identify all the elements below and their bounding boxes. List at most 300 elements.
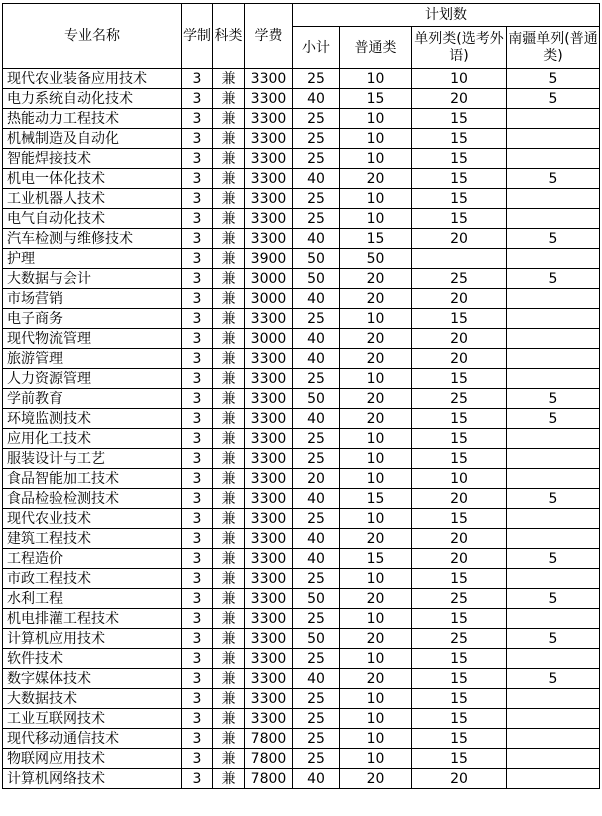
cell-years: 3 xyxy=(182,269,213,289)
cell-subtotal: 25 xyxy=(293,449,340,469)
table-row xyxy=(3,69,600,89)
cell-major-name: 工业机器人技术 xyxy=(3,189,182,209)
cell-south: 5 xyxy=(507,589,600,609)
cell-south: 5 xyxy=(507,229,600,249)
cell-subtotal: 25 xyxy=(293,649,340,669)
cell-major-name: 旅游管理 xyxy=(3,349,182,369)
cell-major-name: 应用化工技术 xyxy=(3,429,182,449)
cell-general: 10 xyxy=(340,129,412,149)
cell-general: 20 xyxy=(340,329,412,349)
cell-single: 15 xyxy=(412,449,507,469)
cell-single: 15 xyxy=(412,649,507,669)
cell-major-name: 智能焊接技术 xyxy=(3,149,182,169)
cell-south xyxy=(507,429,600,449)
cell-subtotal: 25 xyxy=(293,149,340,169)
cell-major-name: 护理 xyxy=(3,249,182,269)
header-fee: 学费 xyxy=(245,4,293,69)
cell-general: 15 xyxy=(340,89,412,109)
cell-fee: 3300 xyxy=(245,629,293,649)
table-row xyxy=(3,689,600,709)
cell-south: 5 xyxy=(507,489,600,509)
table-row xyxy=(3,509,600,529)
cell-south: 5 xyxy=(507,409,600,429)
cell-category: 兼 xyxy=(213,249,245,269)
cell-subtotal: 40 xyxy=(293,289,340,309)
cell-single: 15 xyxy=(412,149,507,169)
cell-major-name: 食品检验检测技术 xyxy=(3,489,182,509)
cell-years: 3 xyxy=(182,129,213,149)
cell-single: 20 xyxy=(412,529,507,549)
cell-subtotal: 20 xyxy=(293,469,340,489)
cell-years: 3 xyxy=(182,709,213,729)
header-single: 单列类(选考外语) xyxy=(412,27,507,69)
cell-subtotal: 25 xyxy=(293,729,340,749)
table-row xyxy=(3,289,600,309)
cell-years: 3 xyxy=(182,729,213,749)
cell-category: 兼 xyxy=(213,749,245,769)
cell-single: 20 xyxy=(412,89,507,109)
cell-general: 15 xyxy=(340,229,412,249)
cell-fee: 7800 xyxy=(245,769,293,789)
cell-years: 3 xyxy=(182,409,213,429)
cell-single: 15 xyxy=(412,309,507,329)
table-row xyxy=(3,589,600,609)
cell-category: 兼 xyxy=(213,189,245,209)
cell-category: 兼 xyxy=(213,149,245,169)
cell-south xyxy=(507,189,600,209)
cell-years: 3 xyxy=(182,69,213,89)
cell-subtotal: 40 xyxy=(293,89,340,109)
cell-years: 3 xyxy=(182,209,213,229)
cell-single: 15 xyxy=(412,509,507,529)
cell-years: 3 xyxy=(182,189,213,209)
header-subtotal: 小计 xyxy=(293,27,340,69)
cell-years: 3 xyxy=(182,749,213,769)
cell-general: 10 xyxy=(340,749,412,769)
cell-general: 10 xyxy=(340,729,412,749)
cell-major-name: 建筑工程技术 xyxy=(3,529,182,549)
cell-category: 兼 xyxy=(213,229,245,249)
header-general: 普通类 xyxy=(340,27,412,69)
cell-single: 25 xyxy=(412,389,507,409)
cell-category: 兼 xyxy=(213,329,245,349)
cell-general: 20 xyxy=(340,589,412,609)
cell-fee: 3300 xyxy=(245,109,293,129)
cell-fee: 3300 xyxy=(245,709,293,729)
cell-south xyxy=(507,149,600,169)
cell-category: 兼 xyxy=(213,409,245,429)
cell-fee: 3300 xyxy=(245,229,293,249)
table-header xyxy=(3,4,600,69)
cell-general: 10 xyxy=(340,509,412,529)
table-row xyxy=(3,709,600,729)
cell-south xyxy=(507,309,600,329)
cell-major-name: 计算机应用技术 xyxy=(3,629,182,649)
cell-south xyxy=(507,729,600,749)
table-row xyxy=(3,229,600,249)
cell-fee: 3300 xyxy=(245,449,293,469)
cell-south xyxy=(507,649,600,669)
cell-category: 兼 xyxy=(213,769,245,789)
cell-general: 20 xyxy=(340,669,412,689)
cell-fee: 3300 xyxy=(245,89,293,109)
cell-south xyxy=(507,289,600,309)
cell-major-name: 计算机网络技术 xyxy=(3,769,182,789)
cell-fee: 3300 xyxy=(245,469,293,489)
cell-fee: 3000 xyxy=(245,269,293,289)
cell-major-name: 现代农业装备应用技术 xyxy=(3,69,182,89)
cell-years: 3 xyxy=(182,249,213,269)
cell-major-name: 市政工程技术 xyxy=(3,569,182,589)
cell-category: 兼 xyxy=(213,489,245,509)
cell-years: 3 xyxy=(182,469,213,489)
cell-subtotal: 40 xyxy=(293,329,340,349)
cell-fee: 3300 xyxy=(245,169,293,189)
cell-fee: 3300 xyxy=(245,509,293,529)
cell-general: 20 xyxy=(340,169,412,189)
cell-single: 25 xyxy=(412,589,507,609)
cell-subtotal: 50 xyxy=(293,269,340,289)
table-row xyxy=(3,109,600,129)
header-major-name: 专业名称 xyxy=(3,4,182,69)
cell-south: 5 xyxy=(507,389,600,409)
cell-years: 3 xyxy=(182,589,213,609)
cell-south: 5 xyxy=(507,89,600,109)
cell-subtotal: 40 xyxy=(293,769,340,789)
cell-major-name: 学前教育 xyxy=(3,389,182,409)
cell-south xyxy=(507,529,600,549)
cell-subtotal: 40 xyxy=(293,409,340,429)
cell-single: 15 xyxy=(412,569,507,589)
cell-fee: 3300 xyxy=(245,149,293,169)
cell-fee: 3300 xyxy=(245,409,293,429)
cell-south xyxy=(507,749,600,769)
cell-category: 兼 xyxy=(213,609,245,629)
cell-single: 15 xyxy=(412,369,507,389)
cell-south xyxy=(507,609,600,629)
cell-category: 兼 xyxy=(213,289,245,309)
cell-years: 3 xyxy=(182,689,213,709)
header-south: 南疆单列(普通类) xyxy=(507,27,600,69)
cell-single: 25 xyxy=(412,629,507,649)
cell-major-name: 大数据技术 xyxy=(3,689,182,709)
cell-subtotal: 40 xyxy=(293,349,340,369)
table-row xyxy=(3,429,600,449)
cell-major-name: 热能动力工程技术 xyxy=(3,109,182,129)
cell-years: 3 xyxy=(182,489,213,509)
cell-major-name: 机电排灌工程技术 xyxy=(3,609,182,629)
table-row xyxy=(3,489,600,509)
cell-general: 10 xyxy=(340,369,412,389)
cell-fee: 3300 xyxy=(245,689,293,709)
cell-fee: 3300 xyxy=(245,589,293,609)
cell-general: 10 xyxy=(340,569,412,589)
cell-fee: 3300 xyxy=(245,309,293,329)
cell-major-name: 电子商务 xyxy=(3,309,182,329)
cell-years: 3 xyxy=(182,549,213,569)
cell-major-name: 工业互联网技术 xyxy=(3,709,182,729)
table-row xyxy=(3,89,600,109)
table-row xyxy=(3,409,600,429)
cell-fee: 3300 xyxy=(245,669,293,689)
cell-years: 3 xyxy=(182,609,213,629)
cell-fee: 3300 xyxy=(245,209,293,229)
table-body xyxy=(3,69,600,789)
cell-single: 15 xyxy=(412,189,507,209)
cell-subtotal: 25 xyxy=(293,609,340,629)
cell-major-name: 工程造价 xyxy=(3,549,182,569)
cell-general: 10 xyxy=(340,469,412,489)
cell-subtotal: 25 xyxy=(293,569,340,589)
cell-category: 兼 xyxy=(213,169,245,189)
cell-years: 3 xyxy=(182,309,213,329)
cell-single: 10 xyxy=(412,469,507,489)
cell-subtotal: 40 xyxy=(293,169,340,189)
table-row xyxy=(3,769,600,789)
cell-south xyxy=(507,349,600,369)
cell-south xyxy=(507,129,600,149)
cell-general: 10 xyxy=(340,149,412,169)
cell-fee: 3000 xyxy=(245,329,293,349)
cell-subtotal: 40 xyxy=(293,489,340,509)
cell-south xyxy=(507,569,600,589)
cell-major-name: 环境监测技术 xyxy=(3,409,182,429)
cell-years: 3 xyxy=(182,89,213,109)
cell-category: 兼 xyxy=(213,529,245,549)
cell-single: 15 xyxy=(412,749,507,769)
cell-south xyxy=(507,769,600,789)
cell-south: 5 xyxy=(507,629,600,649)
cell-major-name: 食品智能加工技术 xyxy=(3,469,182,489)
cell-category: 兼 xyxy=(213,729,245,749)
cell-subtotal: 25 xyxy=(293,429,340,449)
cell-major-name: 数字媒体技术 xyxy=(3,669,182,689)
cell-major-name: 现代物流管理 xyxy=(3,329,182,349)
cell-south xyxy=(507,509,600,529)
cell-major-name: 水利工程 xyxy=(3,589,182,609)
cell-subtotal: 40 xyxy=(293,549,340,569)
cell-south xyxy=(507,209,600,229)
cell-general: 10 xyxy=(340,69,412,89)
table-row xyxy=(3,609,600,629)
cell-fee: 3300 xyxy=(245,609,293,629)
cell-general: 20 xyxy=(340,409,412,429)
cell-years: 3 xyxy=(182,449,213,469)
cell-category: 兼 xyxy=(213,629,245,649)
table-row xyxy=(3,449,600,469)
cell-major-name: 市场营销 xyxy=(3,289,182,309)
cell-years: 3 xyxy=(182,349,213,369)
cell-category: 兼 xyxy=(213,349,245,369)
cell-category: 兼 xyxy=(213,269,245,289)
cell-subtotal: 25 xyxy=(293,689,340,709)
cell-major-name: 人力资源管理 xyxy=(3,369,182,389)
enrollment-plan-table xyxy=(2,3,600,789)
table-row xyxy=(3,349,600,369)
cell-subtotal: 50 xyxy=(293,249,340,269)
cell-subtotal: 25 xyxy=(293,309,340,329)
cell-general: 10 xyxy=(340,609,412,629)
cell-category: 兼 xyxy=(213,709,245,729)
cell-general: 10 xyxy=(340,649,412,669)
cell-category: 兼 xyxy=(213,449,245,469)
cell-fee: 3300 xyxy=(245,429,293,449)
table-row xyxy=(3,629,600,649)
cell-subtotal: 50 xyxy=(293,389,340,409)
cell-major-name: 现代农业技术 xyxy=(3,509,182,529)
cell-major-name: 电力系统自动化技术 xyxy=(3,89,182,109)
cell-fee: 3300 xyxy=(245,69,293,89)
cell-category: 兼 xyxy=(213,569,245,589)
cell-years: 3 xyxy=(182,669,213,689)
cell-south xyxy=(507,709,600,729)
cell-years: 3 xyxy=(182,229,213,249)
cell-single: 15 xyxy=(412,209,507,229)
cell-single: 25 xyxy=(412,269,507,289)
cell-major-name: 机电一体化技术 xyxy=(3,169,182,189)
cell-south: 5 xyxy=(507,669,600,689)
cell-south xyxy=(507,109,600,129)
cell-category: 兼 xyxy=(213,469,245,489)
cell-general: 50 xyxy=(340,249,412,269)
cell-south xyxy=(507,469,600,489)
cell-single: 20 xyxy=(412,349,507,369)
cell-years: 3 xyxy=(182,329,213,349)
cell-south: 5 xyxy=(507,69,600,89)
table-row xyxy=(3,749,600,769)
cell-south xyxy=(507,369,600,389)
cell-category: 兼 xyxy=(213,429,245,449)
cell-years: 3 xyxy=(182,569,213,589)
cell-general: 10 xyxy=(340,109,412,129)
cell-subtotal: 40 xyxy=(293,229,340,249)
table-row xyxy=(3,149,600,169)
cell-single: 15 xyxy=(412,729,507,749)
table-row xyxy=(3,369,600,389)
cell-south xyxy=(507,329,600,349)
cell-category: 兼 xyxy=(213,669,245,689)
cell-category: 兼 xyxy=(213,549,245,569)
cell-category: 兼 xyxy=(213,369,245,389)
cell-subtotal: 25 xyxy=(293,369,340,389)
cell-major-name: 大数据与会计 xyxy=(3,269,182,289)
cell-subtotal: 40 xyxy=(293,669,340,689)
cell-major-name: 物联网应用技术 xyxy=(3,749,182,769)
cell-category: 兼 xyxy=(213,649,245,669)
cell-category: 兼 xyxy=(213,89,245,109)
cell-subtotal: 50 xyxy=(293,629,340,649)
cell-subtotal: 50 xyxy=(293,589,340,609)
table-row xyxy=(3,569,600,589)
table-row xyxy=(3,649,600,669)
cell-major-name: 汽车检测与维修技术 xyxy=(3,229,182,249)
cell-major-name: 软件技术 xyxy=(3,649,182,669)
table-row xyxy=(3,129,600,149)
table-row xyxy=(3,729,600,749)
cell-years: 3 xyxy=(182,529,213,549)
cell-general: 20 xyxy=(340,269,412,289)
cell-general: 20 xyxy=(340,769,412,789)
cell-subtotal: 25 xyxy=(293,69,340,89)
cell-fee: 3300 xyxy=(245,349,293,369)
cell-fee: 3300 xyxy=(245,369,293,389)
cell-category: 兼 xyxy=(213,109,245,129)
cell-single: 20 xyxy=(412,289,507,309)
cell-single: 15 xyxy=(412,709,507,729)
cell-years: 3 xyxy=(182,169,213,189)
table-row xyxy=(3,249,600,269)
cell-general: 15 xyxy=(340,489,412,509)
cell-category: 兼 xyxy=(213,389,245,409)
cell-major-name: 现代移动通信技术 xyxy=(3,729,182,749)
cell-category: 兼 xyxy=(213,589,245,609)
cell-years: 3 xyxy=(182,629,213,649)
cell-general: 10 xyxy=(340,449,412,469)
table-row xyxy=(3,329,600,349)
cell-major-name: 服装设计与工艺 xyxy=(3,449,182,469)
cell-single: 15 xyxy=(412,429,507,449)
cell-fee: 3300 xyxy=(245,189,293,209)
cell-general: 10 xyxy=(340,429,412,449)
cell-single: 15 xyxy=(412,109,507,129)
cell-general: 20 xyxy=(340,629,412,649)
table-row xyxy=(3,529,600,549)
cell-south xyxy=(507,249,600,269)
cell-subtotal: 40 xyxy=(293,529,340,549)
table-row xyxy=(3,469,600,489)
cell-subtotal: 25 xyxy=(293,129,340,149)
cell-general: 20 xyxy=(340,289,412,309)
cell-fee: 7800 xyxy=(245,729,293,749)
table-row xyxy=(3,389,600,409)
cell-category: 兼 xyxy=(213,689,245,709)
cell-south: 5 xyxy=(507,549,600,569)
cell-single: 15 xyxy=(412,409,507,429)
cell-single: 20 xyxy=(412,769,507,789)
cell-general: 10 xyxy=(340,709,412,729)
cell-years: 3 xyxy=(182,289,213,309)
cell-category: 兼 xyxy=(213,509,245,529)
table-row xyxy=(3,189,600,209)
cell-single xyxy=(412,249,507,269)
table-row xyxy=(3,549,600,569)
cell-fee: 3300 xyxy=(245,129,293,149)
cell-category: 兼 xyxy=(213,309,245,329)
cell-single: 15 xyxy=(412,169,507,189)
header-plan: 计划数 xyxy=(293,4,600,27)
cell-general: 15 xyxy=(340,549,412,569)
header-years: 学制 xyxy=(182,4,213,69)
header-category: 科类 xyxy=(213,4,245,69)
cell-fee: 3000 xyxy=(245,289,293,309)
cell-single: 20 xyxy=(412,549,507,569)
cell-fee: 3300 xyxy=(245,569,293,589)
cell-general: 10 xyxy=(340,209,412,229)
cell-single: 15 xyxy=(412,609,507,629)
cell-single: 15 xyxy=(412,669,507,689)
cell-south: 5 xyxy=(507,169,600,189)
cell-subtotal: 25 xyxy=(293,109,340,129)
cell-subtotal: 25 xyxy=(293,189,340,209)
cell-general: 20 xyxy=(340,389,412,409)
cell-general: 10 xyxy=(340,689,412,709)
cell-category: 兼 xyxy=(213,69,245,89)
cell-south xyxy=(507,689,600,709)
cell-general: 10 xyxy=(340,189,412,209)
cell-single: 15 xyxy=(412,689,507,709)
cell-south xyxy=(507,449,600,469)
cell-fee: 3300 xyxy=(245,649,293,669)
